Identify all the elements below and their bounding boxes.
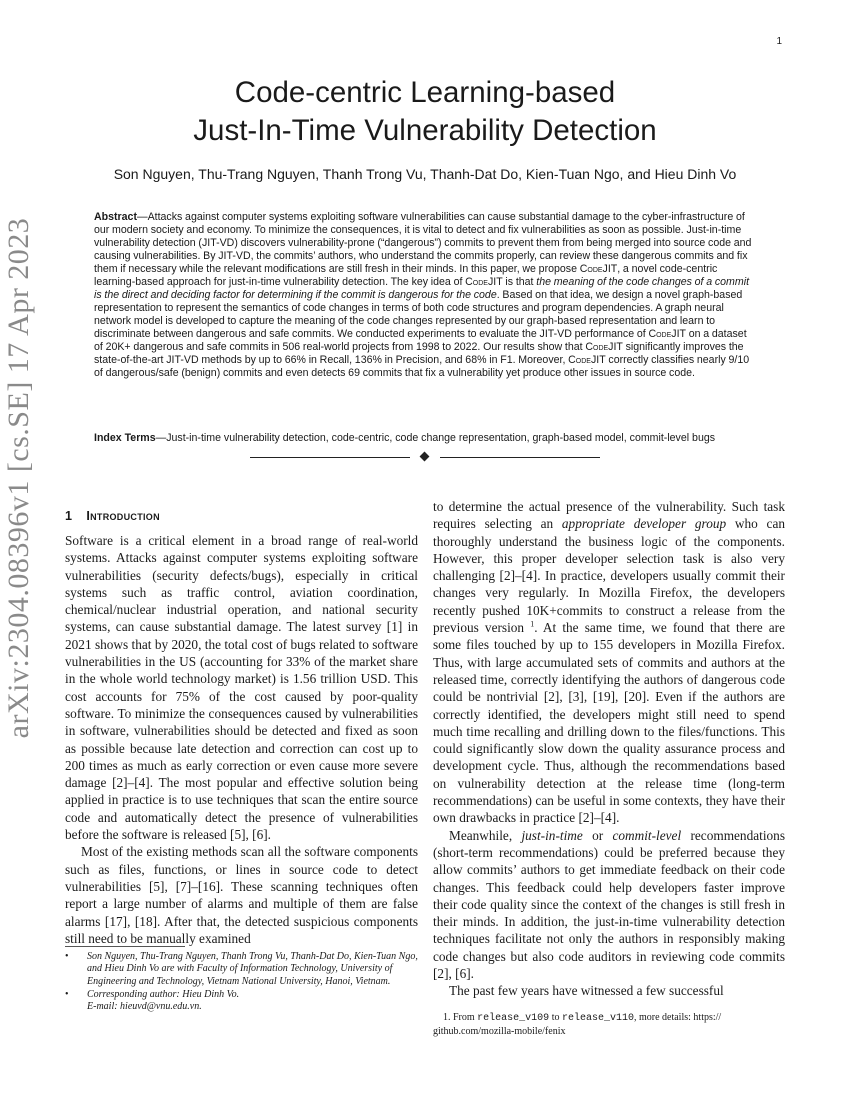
section-divider xyxy=(250,451,600,465)
index-terms-label: Index Terms xyxy=(94,432,156,444)
paragraph: to determine the actual presence of the vulnerability. Such task requires selecting an appropriate developer group who can thoroughly understand the business logic of the components. However, this proper developer selection task is also very challenging [2]–[4]. In practice, developers usually commit their changes very regularly. In Mozilla Firefox, the developers recently pushed 10K+commits to construct a release from the previous version $^1$. At the same time, we found that there are some files touched by up to 155 developers in Mozilla Firefox. Thus, with large accumulated sets of commits and authors at the released time, correctly identifying the authors of dangerous code could be nontrivial [2], [3], [19], [20]. Even if the authors are correctly identified, the developers might still need to spend much time recalling and drilling down to the files/functions. This could significantly slow down the quality assurance process and development cycle. Thus, although the recommendations based on vulnerability detection at the release time (long-term recommendations) can be useful in some contexts, they have their own drawbacks in practice [2]–[4]. xyxy=(433,499,786,826)
section-title: Introduction xyxy=(86,509,160,523)
right-column xyxy=(433,498,785,1000)
footnote-number: 1. xyxy=(443,1012,451,1023)
method-name: CodeJIT xyxy=(568,354,606,366)
title-line-2: Just-In-Time Vulnerability Detection xyxy=(193,114,657,147)
method-name: CodeJIT xyxy=(648,328,686,340)
section-heading xyxy=(65,509,160,523)
paragraph: Most of the existing methods scan all the software components such as files, functions, or lines in source code to detect vulnerabilities [5], [7]–[16]. These scanning techniques often report a large number of alarms and multiple of them are false alarms [17], [18]. After that, the detected suspicious components still need to be manually examined xyxy=(65,844,418,946)
paragraph: Software is a critical element in a broad range of real-world systems. Attacks against computer systems exploiting software vulnerabilities (security defects/bugs), especially in critical systems such as traffic control, aviation coordination, chemical/nuclear industrial operation, and national security systems, can cause substantial damage. The latest survey [1] in 2021 shows that by 2020, the total cost of bugs related to software vulnerabilities in the US (accounting for 33% of the market share in the whole world technology market) is 1.56 trillion USD. This cost accounts for 75% of the cost caused by poor-quality software. To minimize the consequences caused by vulnerabilities in software, vulnerabilities should be detected and fixed as soon as possible because late detection and correction can cost up to 200 times as much as early correction or even cause more severe damage [2]–[4]. The most popular and effective solution being applied in practice is to use techniques that scan the entire source code and automatically detect the presence of vulnerabilities before the software is released [5], [6]. xyxy=(65,533,418,843)
method-name: CodeJIT xyxy=(465,276,503,288)
bullet-icon: • xyxy=(65,988,69,1000)
page-number: 1 xyxy=(776,36,782,47)
divider-line-left xyxy=(250,457,410,458)
footnote: 1. From release_v109 to release_v110, more details: https:// github.com/mozilla-mobile/fenix xyxy=(433,1012,722,1037)
footnote-marker[interactable]: 1 xyxy=(530,619,535,629)
diamond-icon xyxy=(420,452,430,462)
divider-line-right xyxy=(440,457,600,458)
abstract-label: Abstract xyxy=(94,211,137,223)
email[interactable]: E-mail: hieuvd@vnu.edu.vn. xyxy=(87,1001,202,1013)
footnote-item: • Son Nguyen, Thu-Trang Nguyen, Thanh Trong Vu, Thanh-Dat Do, Kien-Tuan Ngo, and Hieu Dinh Vo are with Faculty of Information Technology, University of Engineering and Technology, Vietnam National University, Hanoi, Vietnam. xyxy=(65,951,418,987)
author-footnotes xyxy=(65,951,418,1014)
index-terms: Index Terms—Just-in-time vulnerability detection, code-centric, code change representation, graph-based model, commit-level bugs xyxy=(94,432,716,444)
paragraph: Meanwhile, just-in-time or commit-level recommendations (short-term recommendations) could be preferred because they allow commits’ authors to get immediate feedback on their code changes. This feedback could help developers faster improve their code quality since the context of the changes is still fresh in their minds. In addition, the just-in-time vulnerability detection techniques facilitate not only the authors in responsibly making code changes but also code auditors in reviewing code commits [2], [6]. xyxy=(433,827,785,982)
footnote-link[interactable]: github.com/mozilla-mobile/fenix xyxy=(433,1026,566,1037)
method-name: CodeJIT xyxy=(579,263,618,275)
arxiv-identifier[interactable]: arXiv:2304.08396v1 [cs.SE] 17 Apr 2023 xyxy=(2,217,35,739)
author-list: Son Nguyen, Thu-Trang Nguyen, Thanh Trong Vu, Thanh-Dat Do, Kien-Tuan Ngo, and Hieu Dinh Vo xyxy=(113,166,737,182)
left-column xyxy=(65,532,418,947)
method-name: CodeJIT xyxy=(585,341,623,353)
title-line-1: Code-centric Learning-based xyxy=(234,76,616,109)
bullet-icon: • xyxy=(65,951,69,962)
paragraph: The past few years have witnessed a few successful xyxy=(449,983,724,999)
section-number: 1 xyxy=(65,509,73,523)
abstract: Abstract—Attacks against computer systems exploiting software vulnerabilities can cause substantial damage to the cyber-infrastructure of our modern society and economy. To minimize the consequences, it is vital to detect and fix vulnerabilities as soon as possible. Just-in-time vulnerability detection (JIT-VD) discovers vulnerability-prone (“dangerous”) commits to prevent them from being merged into source code and causing vulnerabilities. By JIT-VD, the commits’ authors, who understand the commits properly, can review these dangerous commits and fix them if necessary while the relevant modifications are still fresh in their minds. In this paper, we propose CodeJIT, a novel code-centric learning-based approach for just-in-time vulnerability detection. The key idea of CodeJIT is that the meaning of the code changes of a commit is the direct and deciding factor for determining if the commit is dangerous for the code. Based on that idea, we design a novel graph-based representation to represent the semantics of code changes in terms of both code structures and program dependencies. A graph neural network model is developed to capture the meaning of the code changes represented by our graph-based representation and learn to discriminate between dangerous and safe commits. We conducted experiments to evaluate the JIT-VD performance of CodeJIT on a dataset of 20K+ dangerous and safe commits in 506 real-world projects from 1998 to 2022. Our results show that CodeJIT significantly improves the state-of-the-art JIT-VD methods by up to 66% in Recall, 136% in Precision, and 68% in F1. Moreover, CodeJIT correctly classifies nearly 9/10 of dangerous/safe (benign) commits and even detects 69 commits that fix a vulnerability yet produce other issues in source code. xyxy=(94,211,752,379)
footnote-rule xyxy=(65,946,185,947)
footnote-item: • Corresponding author: Hieu Dinh Vo. E-mail: hieuvd@vnu.edu.vn. xyxy=(65,989,418,1014)
paper-title xyxy=(100,74,750,150)
